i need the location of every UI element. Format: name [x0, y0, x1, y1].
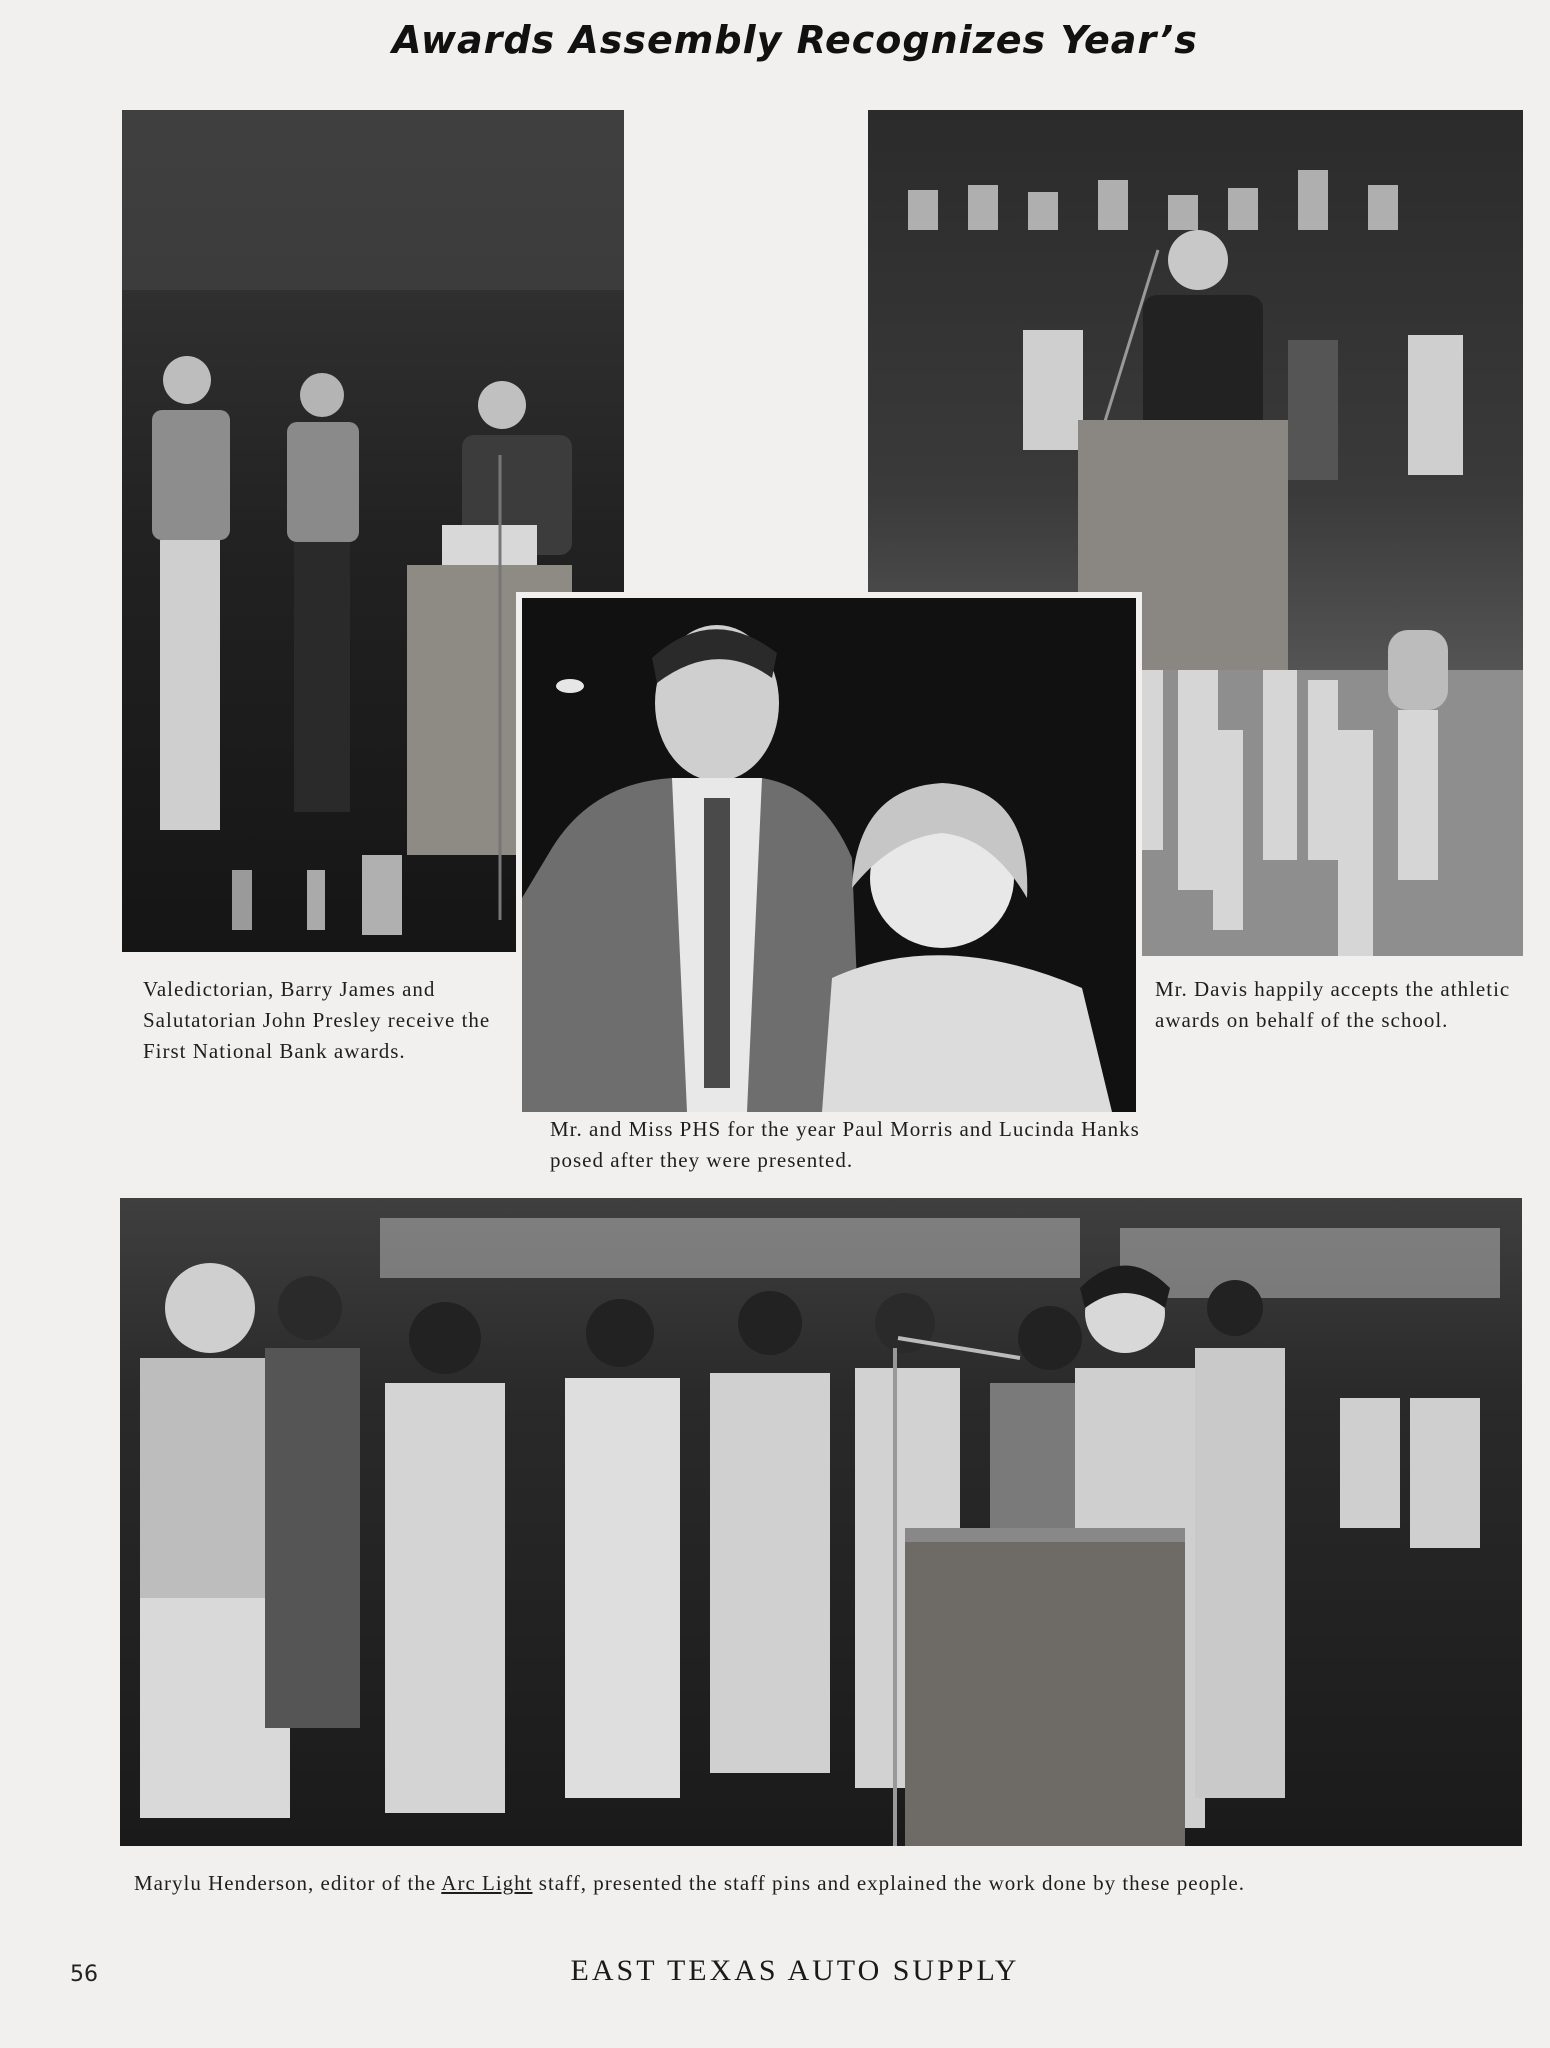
- caption-arc-light-before: Marylu Henderson, editor of the: [134, 1871, 442, 1895]
- footer-advertiser: EAST TEXAS AUTO SUPPLY: [570, 1954, 1020, 1987]
- caption-arc-light-after: staff, presented the staff pins and explained the work done by these people.: [532, 1871, 1245, 1895]
- page-number: 56: [70, 1962, 98, 1987]
- photo-arc-light-staff: [120, 1198, 1522, 1846]
- caption-mr-davis: Mr. Davis happily accepts the athletic awards on behalf of the school.: [1155, 977, 1511, 1032]
- caption-mr-and-miss-phs: Mr. and Miss PHS for the year Paul Morris and Lucinda Hanks posed after they were presented.: [550, 1117, 1140, 1172]
- photo-mr-and-miss-phs: [516, 592, 1142, 1118]
- caption-valedictorian-salutatorian: Valedictorian, Barry James and Salutatorian John Presley receive the First National Bank awards.: [143, 977, 491, 1063]
- page-title: Awards Assembly Recognizes Year’s: [392, 18, 1198, 62]
- arc-light-title: Arc Light: [441, 1871, 533, 1895]
- caption-arc-light-staff: [134, 1868, 1534, 1899]
